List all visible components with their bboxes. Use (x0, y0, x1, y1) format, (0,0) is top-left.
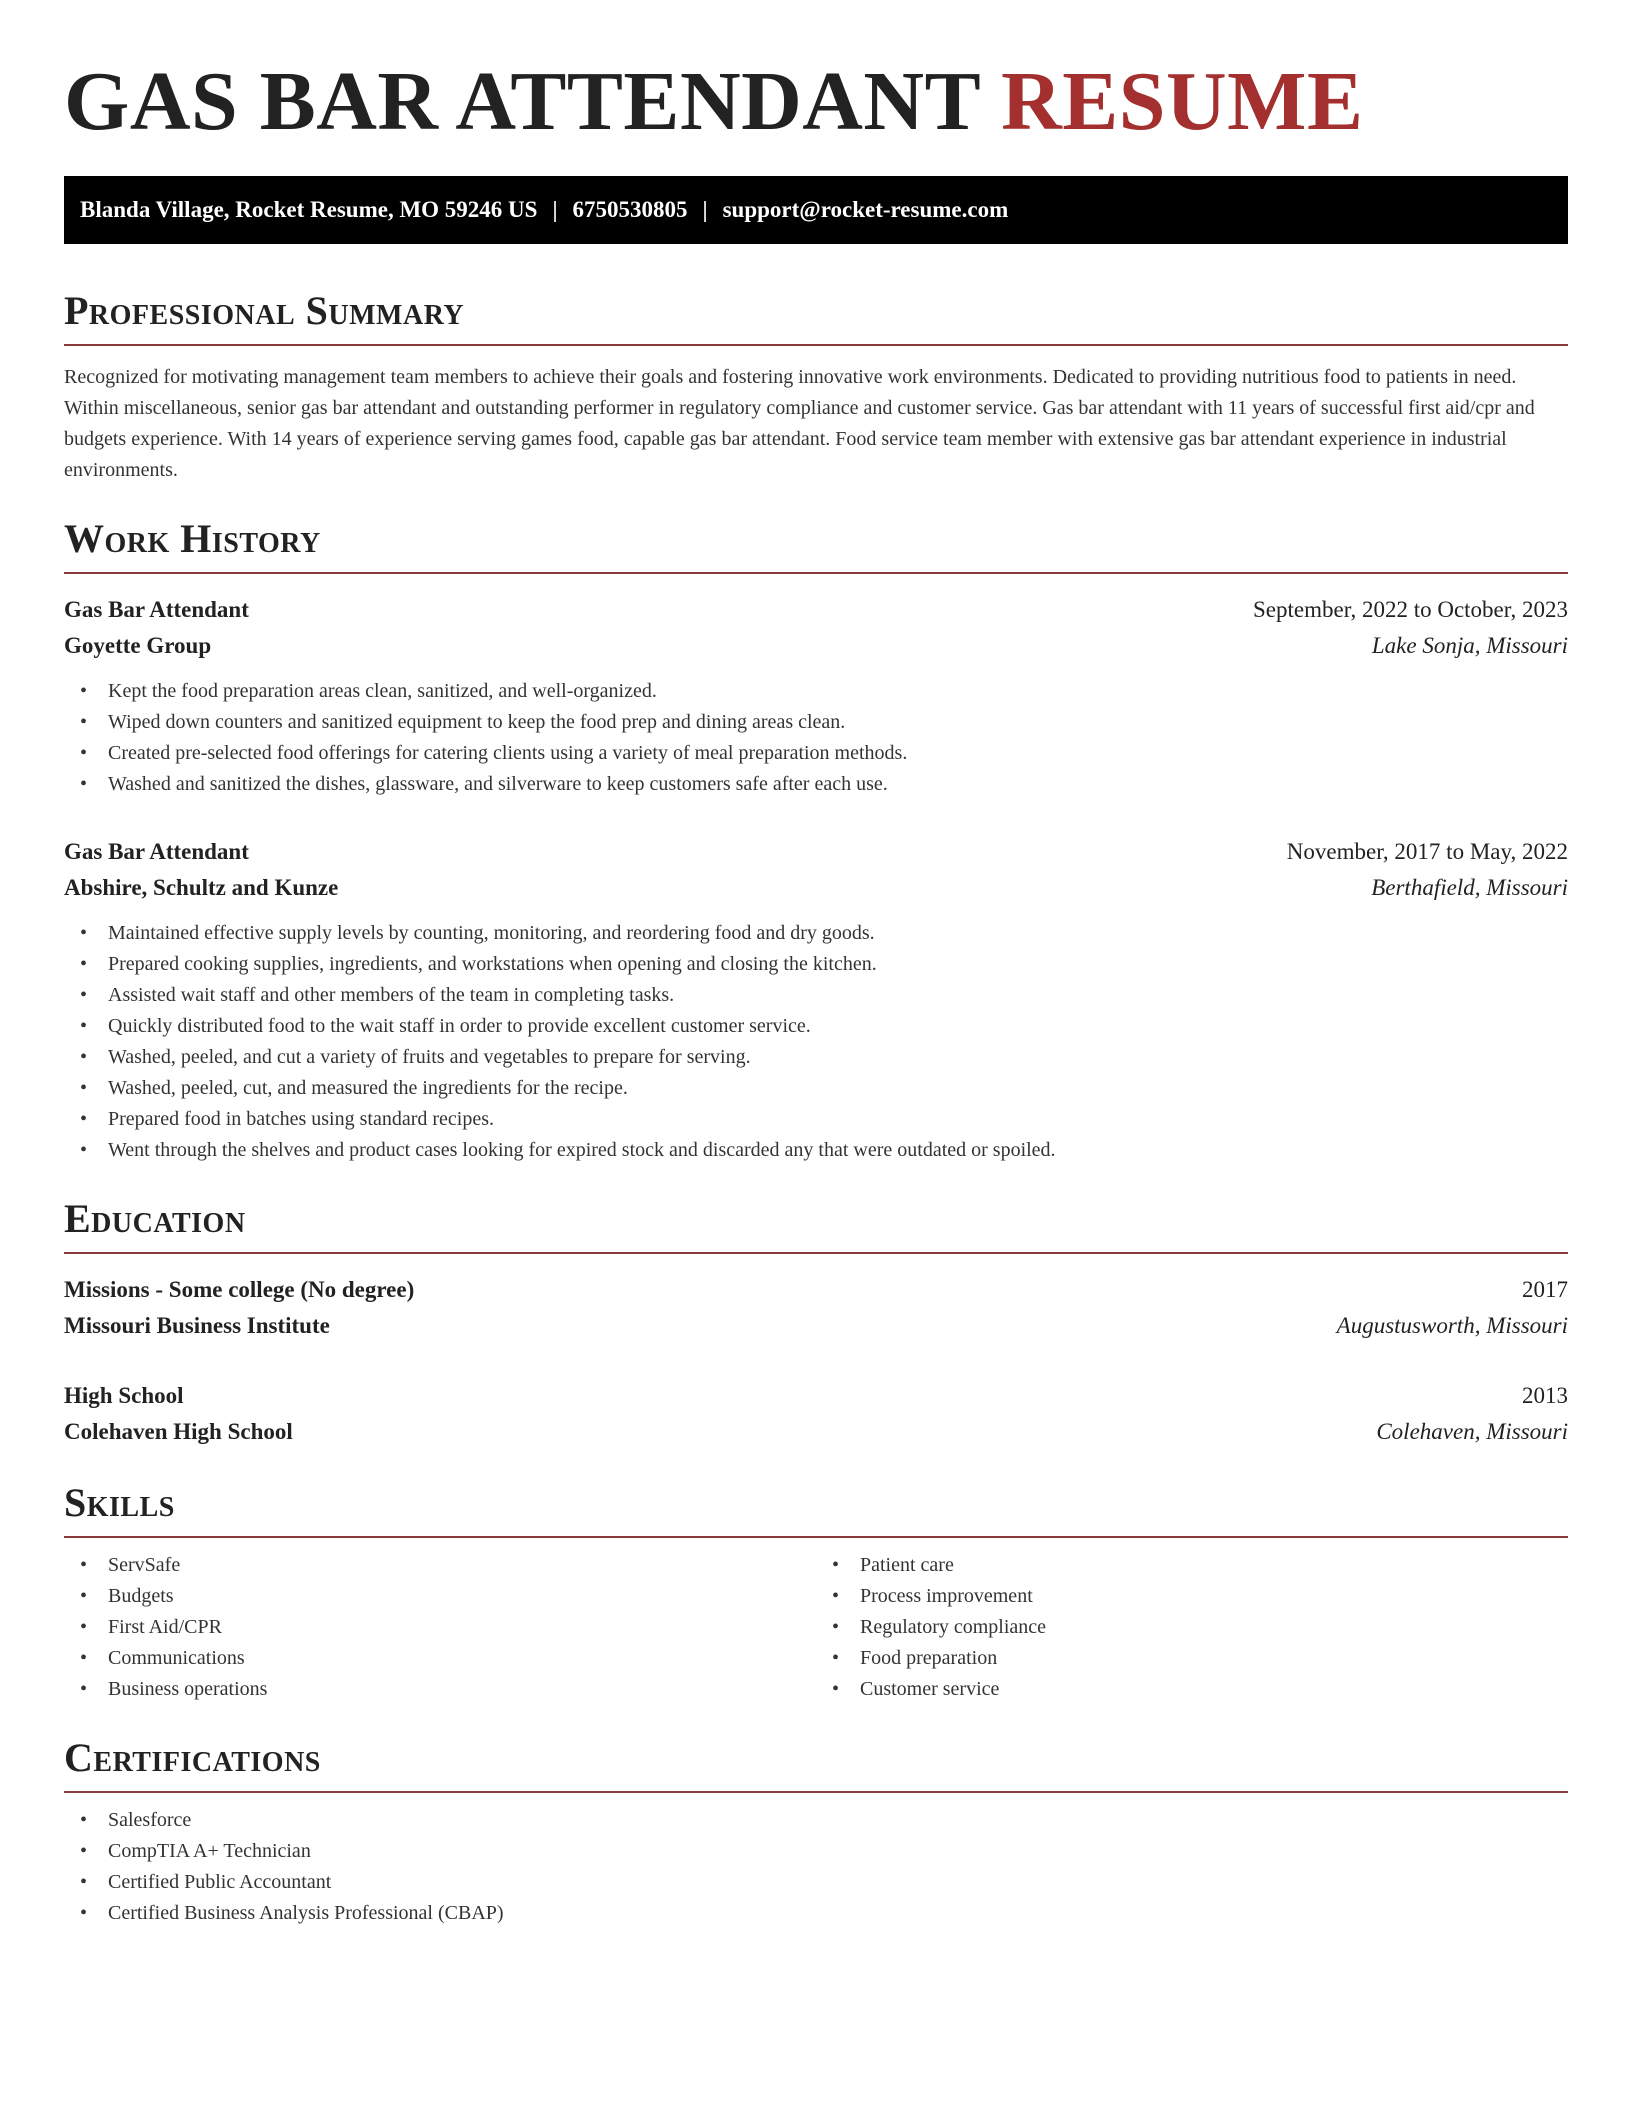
list-item: • Prepared food in batches using standard recipes. (80, 1104, 1568, 1135)
job-duties-list (64, 918, 1568, 1166)
list-item: • Regulatory compliance (832, 1612, 1568, 1643)
job-dates: November, 2017 to May, 2022 (1286, 839, 1568, 864)
contact-phone: 6750530805 (572, 197, 688, 222)
list-item: • Washed and sanitized the dishes, glassware, and silverware to keep customers safe after each use. (80, 769, 1568, 800)
list-item: • Washed, peeled, and cut a variety of fruits and vegetables to prepare for serving. (80, 1042, 1568, 1073)
job-company: Abshire, Schultz and Kunze (64, 875, 339, 900)
skills-grid (64, 1550, 1568, 1705)
job-entry (64, 834, 1568, 1166)
list-item: • Customer service (832, 1674, 1568, 1705)
list-item: • Salesforce (80, 1805, 1568, 1836)
list-item: • Quickly distributed food to the wait staff in order to provide excellent customer service. (80, 1011, 1568, 1042)
list-item: • Assisted wait staff and other members of the team in completing tasks. (80, 980, 1568, 1011)
list-item: • Created pre-selected food offerings for catering clients using a variety of meal preparation methods. (80, 738, 1568, 769)
contact-address: Blanda Village, Rocket Resume, MO 59246 US (80, 197, 538, 222)
job-title: Gas Bar Attendant (64, 839, 249, 864)
list-item: • Maintained effective supply levels by counting, monitoring, and reordering food and dry goods. (80, 918, 1568, 949)
summary-text: Recognized for motivating management team members to achieve their goals and fostering innovative work environments. Dedicated to providing nutritious food to patients in need. Within miscellaneous, senior gas bar attendant and outstanding performer in regulatory compliance and customer service. Gas bar attendant with 11 years of successful first aid/cpr and budgets experience. With 14 years of experience serving games food, capable gas bar attendant. Food service team member with extensive gas bar attendant experience in industrial environments. (64, 366, 1535, 481)
list-item: • Communications (80, 1643, 816, 1674)
contact-bar (64, 176, 1568, 244)
list-item: • Wiped down counters and sanitized equipment to keep the food prep and dining areas clean. (80, 707, 1568, 738)
job-header-row (64, 834, 1568, 870)
job-company-row (64, 628, 1568, 664)
job-header-row (64, 592, 1568, 628)
contact-separator: | (552, 197, 558, 222)
education-section (64, 1196, 1568, 1450)
job-title: Gas Bar Attendant (64, 597, 249, 622)
education-school-row (64, 1308, 1568, 1344)
certifications-list (64, 1805, 1568, 1929)
list-item: • CompTIA A+ Technician (80, 1836, 1568, 1867)
list-item: • Washed, peeled, cut, and measured the ingredients for the recipe. (80, 1073, 1568, 1104)
list-item: • Kept the food preparation areas clean, sanitized, and well-organized. (80, 676, 1568, 707)
education-school: Colehaven High School (64, 1419, 293, 1444)
education-degree: High School (64, 1383, 184, 1408)
education-location: Augustusworth, Missouri (1336, 1313, 1568, 1338)
skills-section (64, 1480, 1568, 1705)
title-accent: RESUME (1001, 55, 1364, 148)
job-duties-list (64, 676, 1568, 800)
list-item: • Process improvement (832, 1581, 1568, 1612)
skills-heading: Skills (64, 1480, 1568, 1538)
education-header-row (64, 1272, 1568, 1308)
certifications-heading: Certifications (64, 1735, 1568, 1793)
education-year: 2013 (1522, 1383, 1568, 1408)
job-dates: September, 2022 to October, 2023 (1253, 597, 1568, 622)
work-history-section (64, 516, 1568, 1166)
contact-email: support@rocket-resume.com (722, 197, 1009, 222)
summary-section (64, 288, 1568, 486)
education-entry (64, 1378, 1568, 1450)
education-year: 2017 (1522, 1277, 1568, 1302)
list-item: • Patient care (832, 1550, 1568, 1581)
education-degree: Missions - Some college (No degree) (64, 1277, 415, 1302)
skills-list-right (816, 1550, 1568, 1705)
list-item: • Budgets (80, 1581, 816, 1612)
contact-separator: | (702, 197, 708, 222)
job-entry (64, 592, 1568, 800)
education-entry (64, 1272, 1568, 1344)
list-item: • Certified Public Accountant (80, 1867, 1568, 1898)
education-heading: Education (64, 1196, 1568, 1254)
list-item: • ServSafe (80, 1550, 816, 1581)
summary-heading: Professional Summary (64, 288, 1568, 346)
certifications-section (64, 1735, 1568, 1929)
list-item: • Business operations (80, 1674, 816, 1705)
resume-title (64, 54, 1568, 150)
education-school-row (64, 1414, 1568, 1450)
skills-list-left (64, 1550, 816, 1705)
job-location: Berthafield, Missouri (1371, 875, 1568, 900)
list-item: • Certified Business Analysis Professional (CBAP) (80, 1898, 1568, 1929)
job-company: Goyette Group (64, 633, 212, 658)
education-school: Missouri Business Institute (64, 1313, 330, 1338)
list-item: • Went through the shelves and product cases looking for expired stock and discarded any that were outdated or spoiled. (80, 1135, 1568, 1166)
job-location: Lake Sonja, Missouri (1371, 633, 1568, 658)
list-item: • Food preparation (832, 1643, 1568, 1674)
job-company-row (64, 870, 1568, 906)
title-main: GAS BAR ATTENDANT (64, 55, 980, 148)
work-history-heading: Work History (64, 516, 1568, 574)
list-item: • Prepared cooking supplies, ingredients, and workstations when opening and closing the kitchen. (80, 949, 1568, 980)
list-item: • First Aid/CPR (80, 1612, 816, 1643)
education-header-row (64, 1378, 1568, 1414)
education-location: Colehaven, Missouri (1376, 1419, 1568, 1444)
